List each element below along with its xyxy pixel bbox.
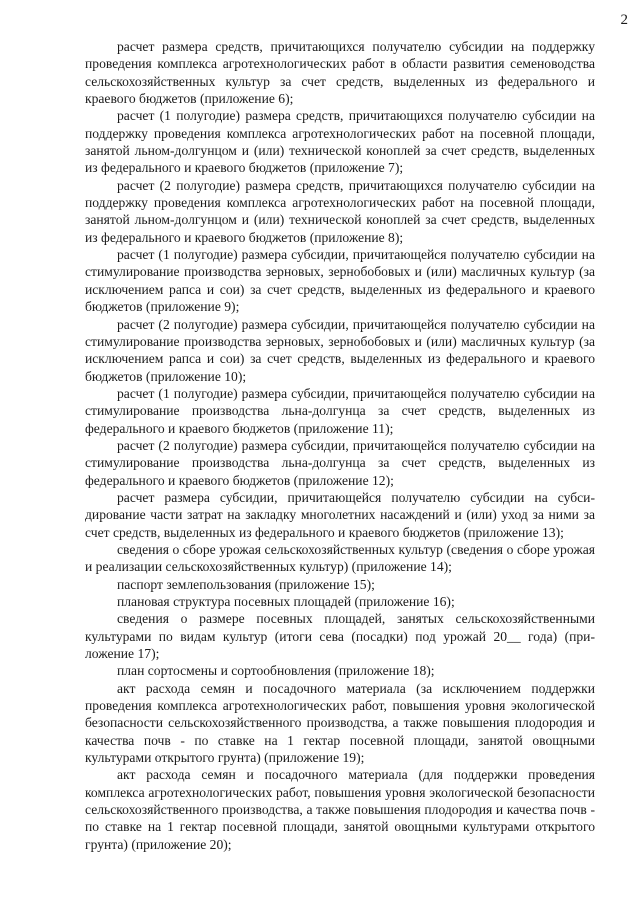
paragraph: акт расхода семян и посадочного материала (для поддержки проведения комплекса агротехнологических работ, повышения уровня экологической безопасности сельскохозяйственного производства, а также повышения плодородия и качества почв - по ставке на 1 гектар посевной площади, занятой овощными культурами открытого грунта) (приложение 20); <box>85 767 595 852</box>
paragraph: плановая структура посевных площадей (приложение 16); <box>117 594 455 609</box>
paragraph: расчет (1 полугодие) размера средств, причитающихся получателю субсидии на поддержку проведения комплекса агротехнологических работ на посевной площади, занятой льном-долгунцом и (или) технической коноплей за счет средств, выделенных из федерального и краевого бюджетов (приложение 7); <box>85 108 595 176</box>
document-body <box>85 38 595 853</box>
paragraph: план сортосмены и сортообновления (приложение 18); <box>117 663 435 679</box>
paragraph: расчет (2 полугодие) размера субсидии, причитающейся получателю субсидии на стимулирование производства зерновых, зернобобовых и (или) масличных культур (за исключением рапса и сои) за счет средств, выделенных из федерального и краевого бюджетов (приложение 10); <box>85 316 595 384</box>
paragraph: расчет (2 полугодие) размера средств, причитающихся получателю субсидии на поддержку проведения комплекса агротехнологических работ на посевной площади, занятой льном-долгунцом и (или) технической коноплей за счет средств, выделенных из федерального и краевого бюджетов (приложение 8); <box>85 177 595 245</box>
paragraph: паспорт землепользования (приложение 15); <box>117 576 375 592</box>
paragraph: сведения о сборе урожая сельскохозяйственных культур (сведения о сборе урожая и реализации сельскохозяйственных культур) (приложение 14); <box>85 541 595 575</box>
paragraph: акт расхода семян и посадочного материала (за исключением поддержки проведения комплекса агротехнологических работ, повышения уровня экологической безопасности сельскохозяйственного производства, а также повышения плодородия и качества почв - по ставке на 1 гектар посевной площади, занятой овощными культурами открытого грунта) (приложение 19); <box>85 680 595 766</box>
paragraph: расчет (1 полугодие) размера субсидии, причитающейся получателю субсидии на стимулирование производства зерновых, зернобобовых и (или) масличных культур (за исключением рапса и сои) за счет средств, выделенных из федерального и краевого бюджетов (приложение 9); <box>85 247 595 315</box>
paragraph: сведения о размере посевных площадей, занятых сельскохозяйственными культурами по видам культур (итоги сева (посадки) под урожай 20__ года) (приложение 17); <box>85 611 595 662</box>
paragraph: расчет размера субсидии, причитающейся получателю субсидии на субсидирование части затрат на закладку многолетних насаждений и (или) уход за ними за счет средств, выделенных из федерального и краевого бюджетов (приложение 13); <box>85 489 595 540</box>
paragraph: расчет размера средств, причитающихся получателю субсидии на поддержку проведения комплекса агротехнологических работ в области развития семеноводства сельскохозяйственных культур за счет средств, выделенных из федерального и краевого бюджетов (приложение 6); <box>85 39 595 107</box>
paragraph: расчет (2 полугодие) размера субсидии, причитающейся получателю субсидии на стимулирование производства льна-долгунца за счет средств, выделенных из федерального и краевого бюджетов (приложение 12); <box>85 437 595 488</box>
paragraph: расчет (1 полугодие) размера субсидии, причитающейся получателю субсидии на стимулирование производства льна-долгунца за счет средств, выделенных из федерального и краевого бюджетов (приложение 11); <box>85 385 595 436</box>
page-number: 2 <box>620 12 628 28</box>
